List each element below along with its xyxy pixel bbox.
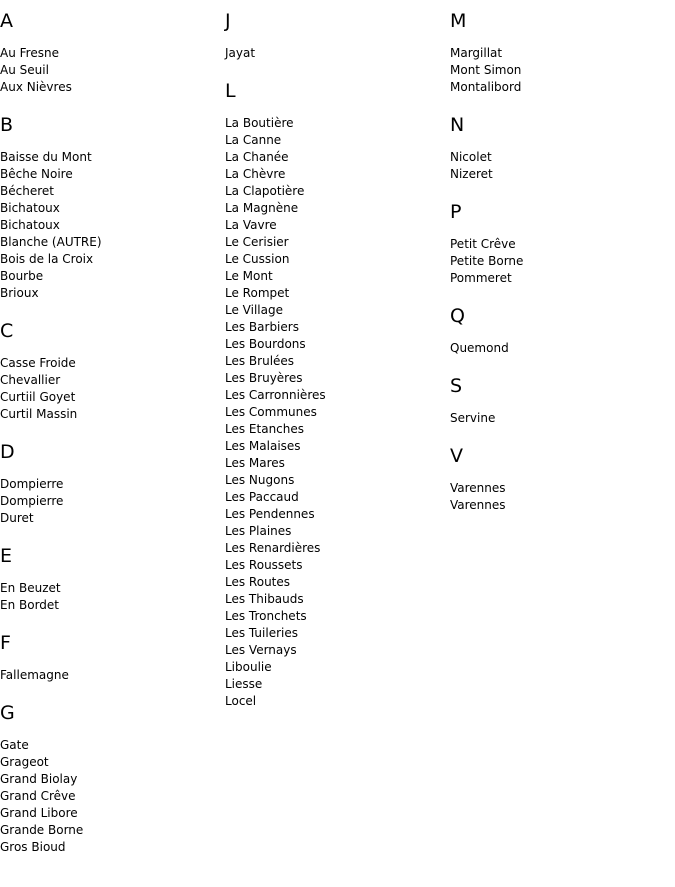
place-item[interactable]: Brioux xyxy=(0,286,39,300)
place-item[interactable]: Varennes xyxy=(450,498,506,512)
index-column-1 xyxy=(0,10,220,874)
place-item[interactable]: Casse Froide xyxy=(0,356,76,370)
letter-heading: L xyxy=(225,80,236,102)
place-item[interactable]: Les Carronnières xyxy=(225,388,326,402)
letter-group-q xyxy=(450,305,670,357)
place-list xyxy=(450,340,670,357)
place-item[interactable]: Les Pendennes xyxy=(225,507,315,521)
letter-group-e xyxy=(0,545,220,614)
place-item[interactable]: Les Paccaud xyxy=(225,490,299,504)
place-list xyxy=(450,480,670,514)
letter-heading: B xyxy=(0,114,14,136)
place-item[interactable]: Gros Bioud xyxy=(0,840,66,854)
place-list xyxy=(0,580,220,614)
place-item[interactable]: Les Tuileries xyxy=(225,626,298,640)
letter-heading: G xyxy=(0,702,15,724)
place-item[interactable]: Les Routes xyxy=(225,575,291,589)
place-list xyxy=(450,45,670,96)
place-item[interactable]: Chevallier xyxy=(0,373,61,387)
letter-group-p xyxy=(450,201,670,287)
place-item[interactable]: Le Rompet xyxy=(225,286,290,300)
place-item[interactable]: Aux Nièvres xyxy=(0,80,72,94)
letter-group-c xyxy=(0,320,220,423)
place-item[interactable]: Margillat xyxy=(450,46,503,60)
letter-heading: C xyxy=(0,320,14,342)
place-item[interactable]: En Bordet xyxy=(0,598,60,612)
place-item[interactable]: Servine xyxy=(450,411,496,425)
place-item[interactable]: Les Etanches xyxy=(225,422,305,436)
letter-heading: F xyxy=(0,632,11,654)
place-list xyxy=(450,410,670,427)
letter-heading: J xyxy=(225,10,231,32)
place-list xyxy=(450,236,670,287)
letter-group-j xyxy=(225,10,445,62)
place-item[interactable]: Les Barbiers xyxy=(225,320,299,334)
place-item[interactable]: Les Roussets xyxy=(225,558,303,572)
letter-group-l xyxy=(225,80,445,710)
place-item[interactable]: Au Fresne xyxy=(0,46,59,60)
place-item[interactable]: Jayat xyxy=(225,46,256,60)
letter-heading: P xyxy=(450,201,462,223)
letter-group-v xyxy=(450,445,670,514)
place-item[interactable]: Quemond xyxy=(450,341,509,355)
index-column-3 xyxy=(450,10,670,532)
letter-heading: Q xyxy=(450,305,465,327)
letter-group-b xyxy=(0,114,220,302)
letter-heading: N xyxy=(450,114,465,136)
place-item[interactable]: Montalibord xyxy=(450,80,522,94)
index-column-2 xyxy=(225,10,445,728)
letter-group-m xyxy=(450,10,670,96)
letter-heading: V xyxy=(450,445,463,467)
place-item[interactable]: La Magnène xyxy=(225,201,299,215)
place-item[interactable]: Les Bourdons xyxy=(225,337,306,351)
place-item[interactable]: Grand Crêve xyxy=(0,789,76,803)
place-item[interactable]: Les Bruyères xyxy=(225,371,303,385)
letter-group-g xyxy=(0,702,220,856)
letter-group-s xyxy=(450,375,670,427)
place-item[interactable]: Les Thibauds xyxy=(225,592,304,606)
letter-heading: M xyxy=(450,10,467,32)
place-list xyxy=(0,355,220,423)
place-item[interactable]: Dompierre xyxy=(0,494,64,508)
place-item[interactable]: Grande Borne xyxy=(0,823,84,837)
place-item[interactable]: Au Seuil xyxy=(0,63,49,77)
letter-group-f xyxy=(0,632,220,684)
place-list xyxy=(0,149,220,302)
letter-heading: E xyxy=(0,545,13,567)
place-list xyxy=(225,45,445,62)
place-item[interactable]: Petit Crêve xyxy=(450,237,516,251)
place-item[interactable]: Grand Biolay xyxy=(0,772,78,786)
place-item[interactable]: Duret xyxy=(0,511,34,525)
place-item[interactable]: La Chèvre xyxy=(225,167,286,181)
letter-heading: A xyxy=(0,10,13,32)
letter-group-d xyxy=(0,441,220,527)
place-list xyxy=(450,149,670,183)
place-item[interactable]: Liboulie xyxy=(225,660,272,674)
place-item[interactable]: Baisse du Mont xyxy=(0,150,92,164)
place-item[interactable]: Pommeret xyxy=(450,271,512,285)
place-item[interactable]: Bichatoux xyxy=(0,218,60,232)
place-item[interactable]: Nicolet xyxy=(450,150,492,164)
place-item[interactable]: Bêche Noire xyxy=(0,167,73,181)
place-list xyxy=(0,476,220,527)
place-item[interactable]: Petite Borne xyxy=(450,254,524,268)
place-item[interactable]: La Canne xyxy=(225,133,282,147)
place-list xyxy=(0,45,220,96)
place-item[interactable]: Dompierre xyxy=(0,477,64,491)
place-item[interactable]: Curtil Massin xyxy=(0,407,78,421)
place-item[interactable]: Le Mont xyxy=(225,269,273,283)
place-list xyxy=(0,737,220,856)
letter-group-a xyxy=(0,10,220,96)
place-item[interactable]: Curtiil Goyet xyxy=(0,390,76,404)
place-item[interactable]: Les Renardières xyxy=(225,541,321,555)
place-list xyxy=(0,667,220,684)
place-item[interactable]: Fallemagne xyxy=(0,668,69,682)
place-item[interactable]: Les Nugons xyxy=(225,473,295,487)
place-item[interactable]: Les Tronchets xyxy=(225,609,307,623)
place-item[interactable]: Les Mares xyxy=(225,456,285,470)
place-item[interactable]: Bichatoux xyxy=(0,201,60,215)
place-item[interactable]: Liesse xyxy=(225,677,263,691)
place-item[interactable]: Nizeret xyxy=(450,167,493,181)
place-item[interactable]: La Clapotière xyxy=(225,184,305,198)
place-item[interactable]: La Chanée xyxy=(225,150,289,164)
place-item[interactable]: Le Village xyxy=(225,303,283,317)
place-item[interactable]: Bécheret xyxy=(0,184,54,198)
letter-heading: S xyxy=(450,375,463,397)
place-item[interactable]: Les Communes xyxy=(225,405,317,419)
place-item[interactable]: Blanche (AUTRE) xyxy=(0,235,102,249)
place-item[interactable]: La Vavre xyxy=(225,218,277,232)
place-list xyxy=(225,115,445,710)
place-item[interactable]: Le Cerisier xyxy=(225,235,289,249)
place-item[interactable]: Bois de la Croix xyxy=(0,252,94,266)
place-item[interactable]: Mont Simon xyxy=(450,63,522,77)
place-item[interactable]: Bourbe xyxy=(0,269,44,283)
place-item[interactable]: Gate xyxy=(0,738,29,752)
place-item[interactable]: Les Malaises xyxy=(225,439,301,453)
place-item[interactable]: Locel xyxy=(225,694,257,708)
place-item[interactable]: Grageot xyxy=(0,755,49,769)
place-item[interactable]: En Beuzet xyxy=(0,581,61,595)
place-item[interactable]: La Boutière xyxy=(225,116,294,130)
place-item[interactable]: Les Vernays xyxy=(225,643,297,657)
place-item[interactable]: Le Cussion xyxy=(225,252,290,266)
place-item[interactable]: Les Plaines xyxy=(225,524,292,538)
letter-group-n xyxy=(450,114,670,183)
letter-heading: D xyxy=(0,441,15,463)
place-item[interactable]: Grand Libore xyxy=(0,806,78,820)
place-item[interactable]: Les Brulées xyxy=(225,354,295,368)
place-item[interactable]: Varennes xyxy=(450,481,506,495)
